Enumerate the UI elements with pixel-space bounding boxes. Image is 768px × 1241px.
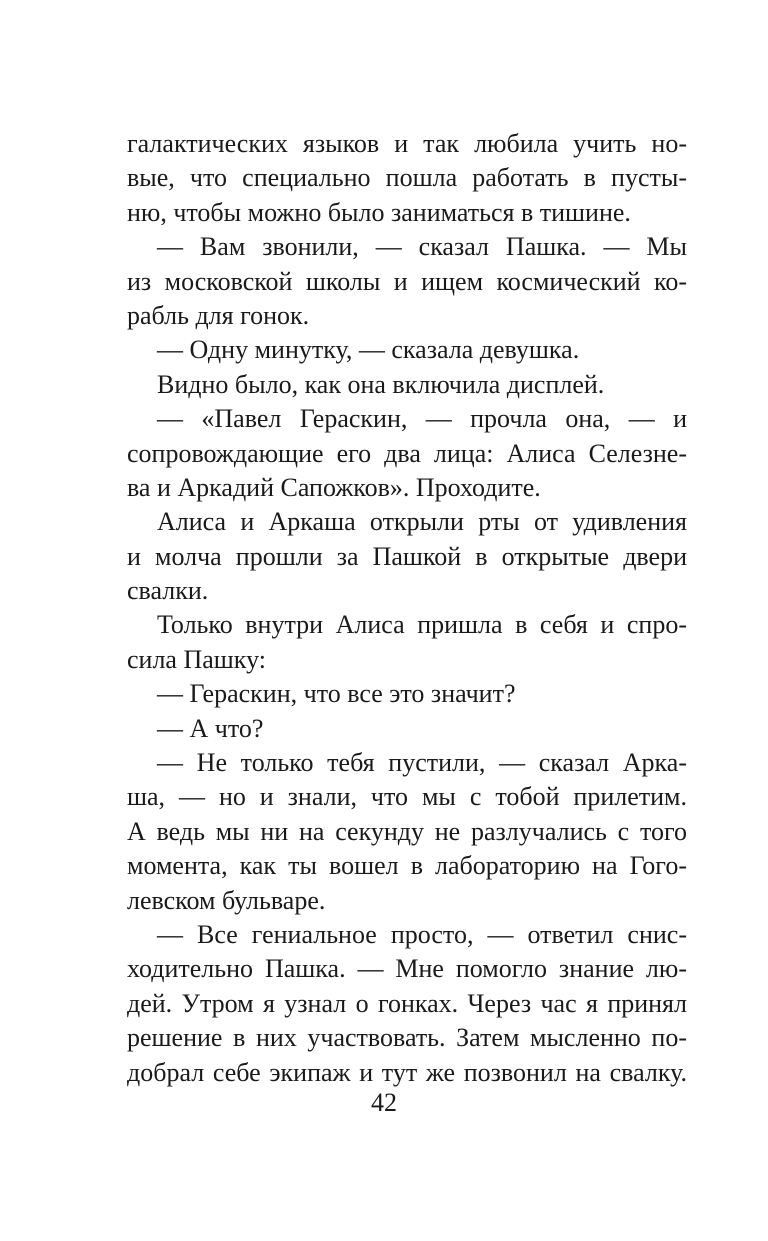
text-line: А ведь мы ни на секунду не разлучались с того	[127, 816, 687, 846]
page-number: 42	[371, 1088, 397, 1117]
text-line: — Все гениальное просто, — ответил снис-	[157, 919, 687, 949]
text-line: Только внутри Алиса пришла в себя и спро-	[157, 610, 687, 640]
text-line: ню, чтобы можно было заниматься в тишине.	[127, 197, 631, 227]
text-line: из московской школы и ищем космический ко-	[127, 266, 687, 296]
text-line: сопровождающие его два лица: Алиса Селезне-	[127, 438, 687, 468]
text-line: вые, что специально пошла работать в пусты-	[127, 163, 687, 193]
text-line: свалки.	[127, 576, 209, 606]
body-text	[127, 127, 687, 1090]
text-line: Алиса и Аркаша открыли рты от удивления	[157, 507, 687, 537]
text-line: момента, как ты вошел в лабораторию на Гого-	[127, 851, 687, 881]
text-line: решение в них участвовать. Затем мысленно по-	[127, 1023, 687, 1053]
text-line: — Одну минутку, — сказала девушка.	[157, 335, 580, 365]
text-line: — А что?	[157, 713, 264, 743]
text-line: ша, — но и знали, что мы с тобой прилетим.	[127, 782, 687, 812]
text-line: — Гераскин, что все это значит?	[157, 679, 516, 709]
text-line: — «Павел Гераскин, — прочла она, — и	[157, 404, 687, 434]
text-line: левском бульваре.	[127, 885, 326, 915]
text-line: рабль для гонок.	[127, 300, 310, 330]
text-line: галактических языков и так любила учить но-	[127, 129, 687, 158]
text-line: сила Пашку:	[127, 644, 266, 674]
text-line: ходительно Пашка. — Мне помогло знание лю-	[127, 954, 687, 984]
text-line: ва и Аркадий Сапожков». Проходите.	[127, 472, 541, 502]
text-line: Видно было, как она включила дисплей.	[157, 369, 605, 399]
text-line: — Не только тебя пустили, — сказал Арка-	[157, 748, 687, 778]
text-line: добрал себе экипаж и тут же позвонил на свалку.	[127, 1057, 687, 1087]
text-line: и молча прошли за Пашкой в открытые двери	[127, 541, 687, 571]
text-line: дей. Утром я узнал о гонках. Через час я принял	[127, 988, 687, 1018]
text-line: — Вам звонили, — сказал Пашка. — Мы	[157, 232, 687, 262]
